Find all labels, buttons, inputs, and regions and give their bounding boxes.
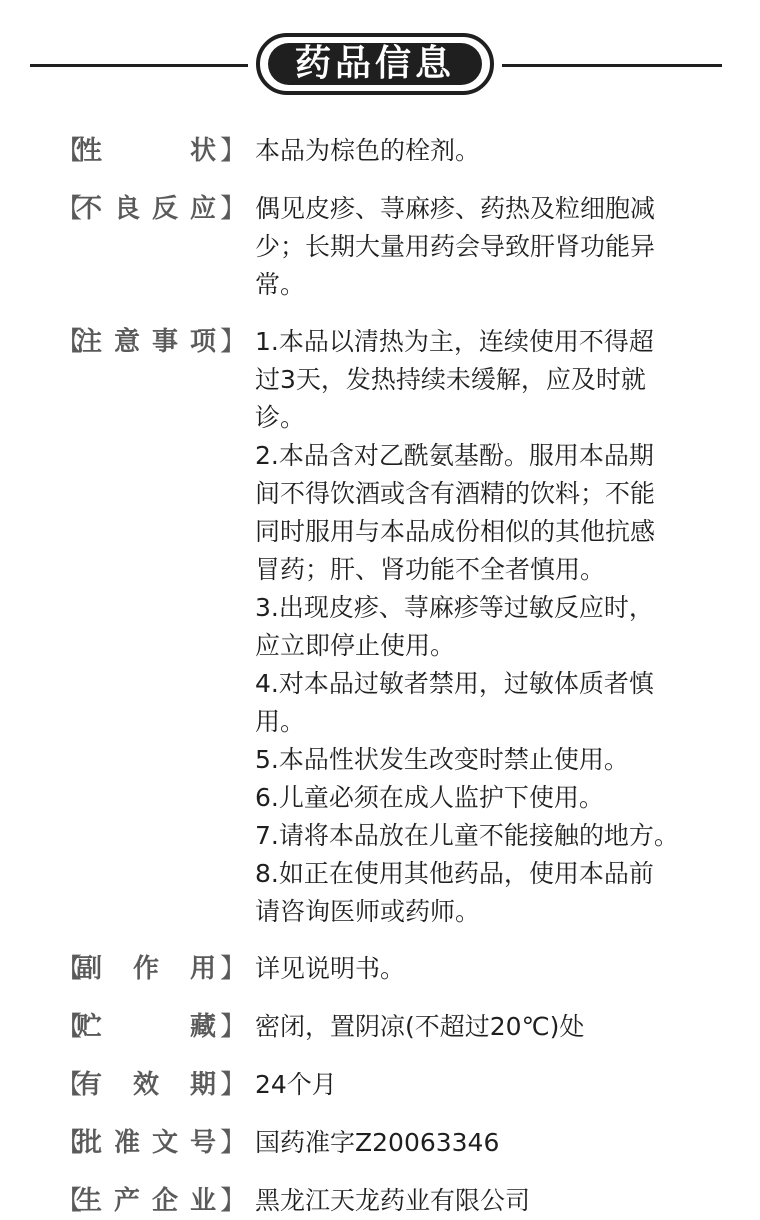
title-badge bbox=[256, 33, 494, 95]
label-char: 副 bbox=[76, 954, 103, 984]
row-label bbox=[56, 950, 246, 988]
label-char: 批 bbox=[76, 1128, 103, 1158]
value-line: 本品为棕色的栓剂。 bbox=[255, 136, 481, 165]
value-line: 常。 bbox=[255, 270, 306, 299]
page-title: 药品信息 bbox=[268, 43, 482, 85]
label-char: 贮 bbox=[76, 1012, 103, 1042]
row-value bbox=[255, 1182, 695, 1220]
value-line: 过3天，发热持续未缓解，应及时就 bbox=[255, 365, 646, 394]
bracket-open: 【 bbox=[56, 1070, 83, 1100]
row-label bbox=[56, 132, 246, 170]
value-line: 用。 bbox=[255, 707, 306, 736]
value-line: 冒药；肝、肾功能不全者慎用。 bbox=[255, 555, 606, 584]
value-line: 2.本品含对乙酰氨基酚。服用本品期 bbox=[255, 441, 654, 470]
bracket-close: 】 bbox=[219, 136, 246, 166]
value-line: 4.对本品过敏者禁用，过敏体质者慎 bbox=[255, 669, 654, 698]
bracket-open: 【 bbox=[56, 954, 83, 984]
label-char: 反 bbox=[151, 194, 178, 224]
row-value bbox=[255, 323, 695, 931]
label-char: 企 bbox=[151, 1186, 178, 1216]
label-char: 意 bbox=[113, 327, 140, 357]
label-char: 作 bbox=[132, 954, 159, 984]
label-char: 有 bbox=[76, 1070, 103, 1100]
row-value bbox=[255, 950, 695, 988]
row-value bbox=[255, 1124, 695, 1162]
label-char: 状 bbox=[189, 136, 216, 166]
label-char: 业 bbox=[189, 1186, 216, 1216]
row-label bbox=[56, 190, 246, 228]
label-chars bbox=[76, 950, 216, 988]
value-line: 5.本品性状发生改变时禁止使用。 bbox=[255, 745, 629, 774]
bracket-open: 【 bbox=[56, 1012, 83, 1042]
bracket-close: 】 bbox=[219, 194, 246, 224]
label-char: 文 bbox=[151, 1128, 178, 1158]
bracket-open: 【 bbox=[56, 194, 83, 224]
label-char: 良 bbox=[113, 194, 140, 224]
value-line: 24个月 bbox=[255, 1070, 337, 1099]
value-line: 偶见皮疹、荨麻疹、药热及粒细胞减 bbox=[255, 194, 656, 223]
value-line: 少；长期大量用药会导致肝肾功能异 bbox=[255, 232, 656, 261]
label-char: 号 bbox=[189, 1128, 216, 1158]
row-label bbox=[56, 323, 246, 361]
bracket-close: 】 bbox=[219, 1012, 246, 1042]
bracket-close: 】 bbox=[219, 954, 246, 984]
label-char: 事 bbox=[151, 327, 178, 357]
value-line: 6.儿童必须在成人监护下使用。 bbox=[255, 783, 604, 812]
value-line: 3.出现皮疹、荨麻疹等过敏反应时， bbox=[255, 593, 654, 622]
bracket-close: 】 bbox=[219, 327, 246, 357]
row-value bbox=[255, 190, 695, 304]
header-divider-left bbox=[30, 64, 248, 67]
value-line: 请咨询医师或药师。 bbox=[255, 897, 481, 926]
label-char: 效 bbox=[132, 1070, 159, 1100]
label-chars bbox=[76, 1124, 216, 1162]
label-char: 准 bbox=[113, 1128, 140, 1158]
value-line: 1.本品以清热为主，连续使用不得超 bbox=[255, 327, 654, 356]
row-label bbox=[56, 1182, 246, 1220]
value-line: 8.如正在使用其他药品，使用本品前 bbox=[255, 859, 654, 888]
value-line: 间不得饮酒或含有酒精的饮料；不能 bbox=[255, 479, 656, 508]
label-char: 产 bbox=[113, 1186, 140, 1216]
section-header bbox=[0, 0, 760, 120]
bracket-open: 【 bbox=[56, 1186, 83, 1216]
label-char: 期 bbox=[189, 1070, 216, 1100]
label-char: 生 bbox=[76, 1186, 103, 1216]
row-label bbox=[56, 1008, 246, 1046]
row-label bbox=[56, 1066, 246, 1104]
row-value bbox=[255, 1066, 695, 1104]
bracket-close: 】 bbox=[219, 1186, 246, 1216]
bracket-open: 【 bbox=[56, 1128, 83, 1158]
label-chars bbox=[76, 132, 216, 170]
value-line: 密闭，置阴凉(不超过20℃)处 bbox=[255, 1012, 585, 1041]
label-chars bbox=[76, 1008, 216, 1046]
label-char: 用 bbox=[189, 954, 216, 984]
bracket-close: 】 bbox=[219, 1070, 246, 1100]
header-divider-right bbox=[502, 64, 722, 67]
label-char: 应 bbox=[189, 194, 216, 224]
value-line: 国药准字Z20063346 bbox=[255, 1128, 500, 1157]
label-chars bbox=[76, 1066, 216, 1104]
value-line: 同时服用与本品成份相似的其他抗感 bbox=[255, 517, 656, 546]
label-char: 藏 bbox=[189, 1012, 216, 1042]
bracket-close: 】 bbox=[219, 1128, 246, 1158]
label-chars bbox=[76, 1182, 216, 1220]
value-line: 7.请将本品放在儿童不能接触的地方。 bbox=[255, 821, 679, 850]
row-value bbox=[255, 1008, 695, 1046]
label-chars bbox=[76, 190, 216, 228]
value-line: 诊。 bbox=[255, 403, 306, 432]
label-chars bbox=[76, 323, 216, 361]
label-char: 不 bbox=[76, 194, 103, 224]
value-line: 详见说明书。 bbox=[255, 954, 406, 983]
bracket-open: 【 bbox=[56, 327, 83, 357]
label-char: 性 bbox=[76, 136, 103, 166]
row-label bbox=[56, 1124, 246, 1162]
label-char: 注 bbox=[76, 327, 103, 357]
row-value bbox=[255, 132, 695, 170]
value-line: 黑龙江天龙药业有限公司 bbox=[255, 1186, 531, 1215]
label-char: 项 bbox=[189, 327, 216, 357]
value-line: 应立即停止使用。 bbox=[255, 631, 456, 660]
bracket-open: 【 bbox=[56, 136, 83, 166]
